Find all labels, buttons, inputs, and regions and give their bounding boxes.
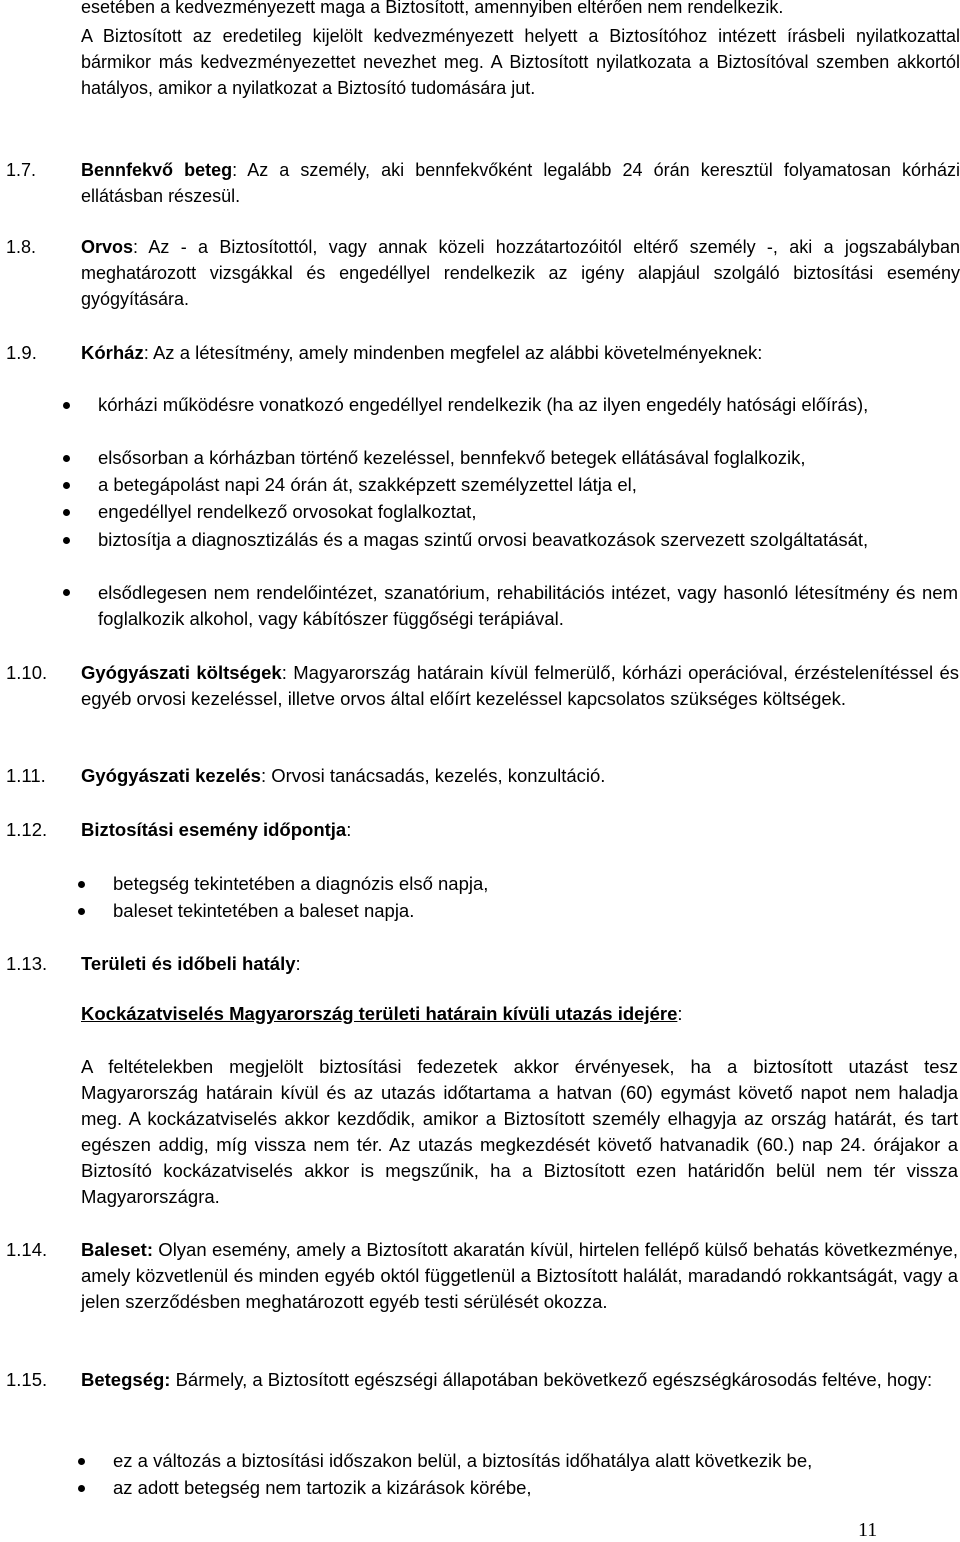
list-item: elsődlegesen nem rendelőintézet, szanatórium, rehabilitációs intézet, vagy hasonló létesítmény és nem foglalkozik alkohol, vagy kábítószer függőségi terápiával. xyxy=(98,582,958,629)
bullet-icon xyxy=(63,589,70,596)
list-item: betegség tekintetében a diagnózis első napja, xyxy=(113,873,489,894)
section-number: 1.13. xyxy=(6,953,48,974)
definition-term: Területi és időbeli hatály xyxy=(81,953,296,974)
section-1-9 xyxy=(0,340,960,366)
section-number: 1.15. xyxy=(6,1369,48,1390)
definition-term: Biztosítási esemény időpontja xyxy=(81,819,347,840)
page-number: 11 xyxy=(858,1519,878,1541)
list-item: engedéllyel rendelkező orvosokat foglalkoztat, xyxy=(98,501,477,522)
subheading xyxy=(81,1001,960,1027)
bullet-icon xyxy=(63,537,70,544)
section-number: 1.7. xyxy=(6,160,37,180)
bullet-icon xyxy=(63,509,70,516)
definition-term: Baleset: xyxy=(81,1239,153,1260)
definition-term: Orvos xyxy=(81,237,134,257)
definition-text: : Orvosi tanácsadás, kezelés, konzultáció. xyxy=(260,765,606,786)
definition-term: Betegség: xyxy=(81,1369,171,1390)
section-number: 1.11. xyxy=(6,765,46,786)
intro-line: esetében a kedvezményezett maga a Biztosított, amennyiben eltérően nem rendelkezik. xyxy=(81,0,784,17)
bullet-icon xyxy=(78,908,85,915)
section-number: 1.10. xyxy=(6,662,48,683)
definition-text: : Magyarország határain kívül felmerülő, kórházi operációval, érzéstelenítéssel és egyéb orvosi kezeléssel, illetve orvos által előírt kezeléssel kapcsolatos szükséges költségek. xyxy=(81,662,959,709)
section-1-13-paragraph: A feltételekben megjelölt biztosítási fedezetek akkor érvényesek, ha a biztosított utazást tesz Magyarország határain kívül és az utazás időtartama a hatvan (60) egymást követő napot nem haladja meg. A kockázatviselés akkor kezdődik, amikor a Biztosított személy elhagyja az ország határát, és tart egészen addig, míg vissza nem tér. Az utazás megkezdését követő hatvanadik (60.) nap 24. órájakor a Biztosító kockázatviselés akkor is megszűnik, ha a Biztosított ezen határidőn belül nem tér vissza Magyarországra. xyxy=(81,1056,958,1207)
definition-text: : Az a személy, aki bennfekvőként legalább 24 órán keresztül folyamatosan kórházi ellátásban részesül. xyxy=(81,160,960,206)
section-1-15 xyxy=(0,1367,960,1393)
section-1-14 xyxy=(0,1237,960,1315)
definition-term: Gyógyászati költségek xyxy=(81,662,282,683)
section-1-11 xyxy=(0,763,960,789)
bullet-icon xyxy=(78,1485,85,1492)
definition-text: Olyan esemény, amely a Biztosított akaratán kívül, hirtelen fellépő külső behatás következménye, amely közvetlenül és minden egyéb októl függetlenül a Biztosított halálát, maradandó rokkantságát, vagy a jelen szerződésben meghatározott egyéb testi sérülését okozza. xyxy=(81,1239,958,1312)
section-number: 1.14. xyxy=(6,1239,48,1260)
list-item: kórházi működésre vonatkozó engedéllyel rendelkezik (ha az ilyen engedély hatósági előírás), xyxy=(98,394,869,415)
section-number: 1.8. xyxy=(6,237,37,257)
definition-text: : Az a létesítmény, amely mindenben megfelel az alábbi követelményeknek: xyxy=(143,342,763,363)
section-1-8 xyxy=(0,234,960,312)
definition-text: Bármely, a Biztosított egészségi állapotában bekövetkező egészségkárosodás feltéve, hogy: xyxy=(170,1369,933,1390)
bullet-icon xyxy=(78,1458,85,1465)
list-item: az adott betegség nem tartozik a kizárások körébe, xyxy=(113,1477,532,1498)
section-number: 1.9. xyxy=(6,342,37,363)
section-1-12 xyxy=(0,817,960,843)
list-item: a betegápolást napi 24 órán át, szakképzett személyzettel látja el, xyxy=(98,474,637,495)
section-1-7 xyxy=(0,157,960,209)
definition-text: : Az - a Biztosítottól, vagy annak közeli hozzátartozóitól eltérő személy -, aki a jogszabályban meghatározott vizsgákkal és engedéllyel rendelkezik az igény alapjául szolgáló biztosítási esemény gyógyítására. xyxy=(81,237,960,309)
definition-term: Gyógyászati kezelés xyxy=(81,765,261,786)
definition-text: : xyxy=(346,819,352,840)
section-1-10 xyxy=(0,660,960,712)
bullet-icon xyxy=(63,455,70,462)
definition-term: Bennfekvő beteg xyxy=(81,160,233,180)
bullet-icon xyxy=(78,881,85,888)
bullet-icon xyxy=(63,402,70,409)
subheading-colon: : xyxy=(677,1003,683,1024)
list-item: ez a változás a biztosítási időszakon belül, a biztosítás időhatálya alatt következik be, xyxy=(113,1450,813,1471)
subheading-text: Kockázatviselés Magyarország területi határain kívüli utazás idejére xyxy=(81,1003,678,1024)
list-item: baleset tekintetében a baleset napja. xyxy=(113,900,415,921)
list-item: elsősorban a kórházban történő kezeléssel, bennfekvő betegek ellátásával foglalkozik, xyxy=(98,447,806,468)
bullet-icon xyxy=(63,482,70,489)
definition-text: : xyxy=(295,953,301,974)
list-item: biztosítja a diagnosztizálás és a magas szintű orvosi beavatkozások szervezett szolgáltatását, xyxy=(98,529,869,550)
intro-paragraph: A Biztosított az eredetileg kijelölt kedvezményezett helyett a Biztosítóhoz intézett írásbeli nyilatkozattal bármikor más kedvezményezettet nevezhet meg. A Biztosított nyilatkozata a Biztosítóval szemben akkortól hatályos, amikor a nyilatkozat a Biztosító tudomására jut. xyxy=(81,26,960,98)
definition-term: Kórház xyxy=(81,342,144,363)
section-number: 1.12. xyxy=(6,819,48,840)
section-1-13 xyxy=(0,951,960,977)
